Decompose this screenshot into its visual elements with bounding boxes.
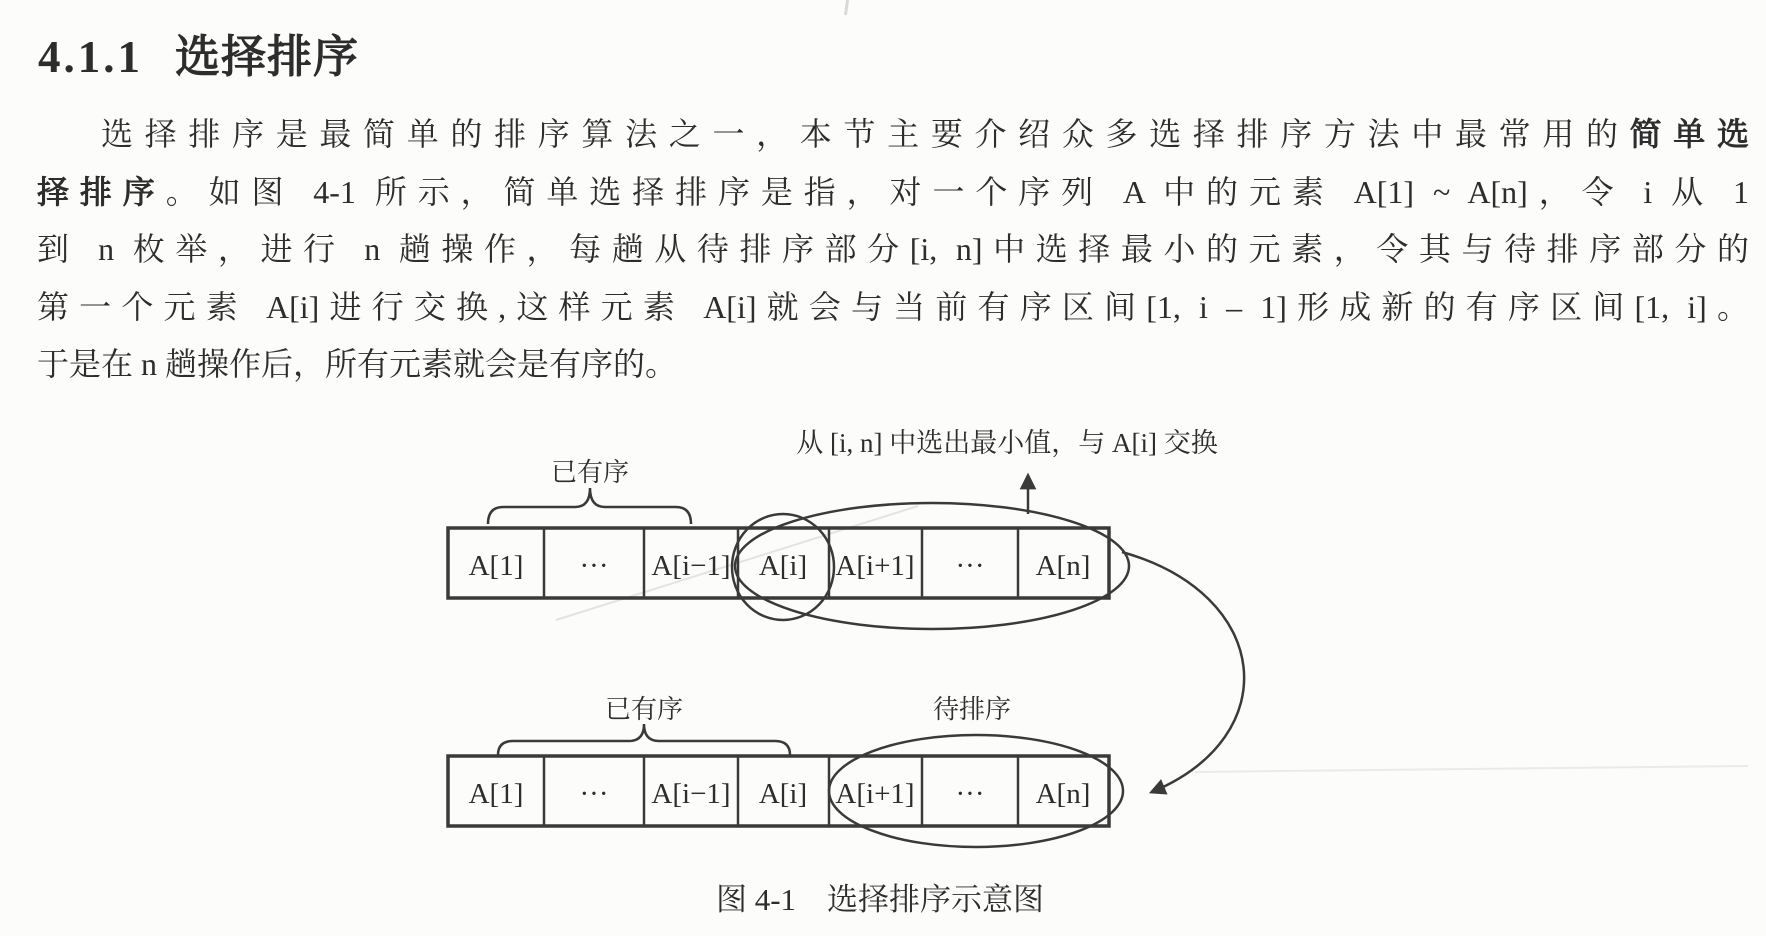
selection-sort-figure: [0, 400, 1766, 936]
bottom-array-cell-4: A[i+1]: [835, 778, 915, 810]
bottom-unsorted-label: 待排序: [932, 695, 1012, 724]
top-array-cell-1: ···: [579, 550, 609, 582]
top-array-cell-2: A[i−1]: [651, 550, 731, 582]
top-array-cell-3: A[i]: [758, 550, 808, 582]
line4-text: 第一个元素 A[i]进行交换,这样元素 A[i]就会与当前有序区间[1, i – 1]形成新的有序区间[1, i]。: [37, 288, 1749, 325]
bottom-sorted-label: 已有序: [604, 695, 684, 724]
paragraph-line-1: [37, 106, 1749, 164]
paragraph: [37, 106, 1749, 394]
bottom-array-cell-0: A[1]: [468, 778, 524, 810]
figure-caption: 图 4-1 选择排序示意图: [715, 882, 1045, 917]
paragraph-line-2: [37, 164, 1749, 222]
paragraph-line-4: [37, 279, 1749, 337]
line2-text: 。如图 4-1 所示，简单选择排序是指，对一个序列 A 中的元素 A[1] ~ A[n]，令 i 从 1: [165, 173, 1749, 210]
line5-text: 于是在 n 趟操作后，所有元素就会是有序的。: [37, 346, 678, 382]
scan-artifact-tick: [844, 0, 849, 15]
bottom-array: [448, 756, 1109, 826]
section-title: 选择排序: [175, 32, 360, 82]
line1-bold-text: 简单选: [1629, 116, 1749, 152]
bottom-array-cell-5: ···: [955, 778, 985, 810]
bottom-array-cell-6: A[n]: [1035, 778, 1091, 810]
scan-artifact-line: [1195, 766, 1748, 772]
paragraph-line-3: [37, 221, 1749, 279]
line1-text: 选择排序是最简单的排序算法之一，本节主要介绍众多选择排序方法中最常用的: [101, 116, 1630, 152]
section-heading: [38, 20, 359, 85]
section-number: 4.1.1: [38, 32, 143, 82]
bottom-array-cell-3: A[i]: [758, 778, 808, 810]
top-array-cell-6: A[n]: [1035, 550, 1091, 582]
line2-bold-text: 择排序: [37, 173, 166, 210]
line3-text: 到 n 枚举，进行 n 趟操作，每趟从待排序部分[i, n]中选择最小的元素，令其与待排序部分的: [37, 231, 1749, 267]
top-sorted-label: 已有序: [550, 458, 630, 487]
swap-curve-arrow: [1122, 552, 1244, 792]
bottom-sorted-brace: [498, 724, 790, 755]
bottom-array-cell-1: ···: [579, 778, 609, 810]
top-array-cell-5: ···: [955, 550, 985, 582]
paragraph-line-5: [37, 336, 1749, 394]
top-array-cell-0: A[1]: [468, 550, 524, 582]
top-array-cell-4: A[i+1]: [835, 550, 915, 582]
top-sorted-brace: [488, 488, 691, 524]
bottom-array-cell-2: A[i−1]: [651, 778, 731, 810]
top-array: [448, 528, 1109, 598]
annotation-label: 从 [i, n] 中选出最小值，与 A[i] 交换: [796, 428, 1218, 458]
